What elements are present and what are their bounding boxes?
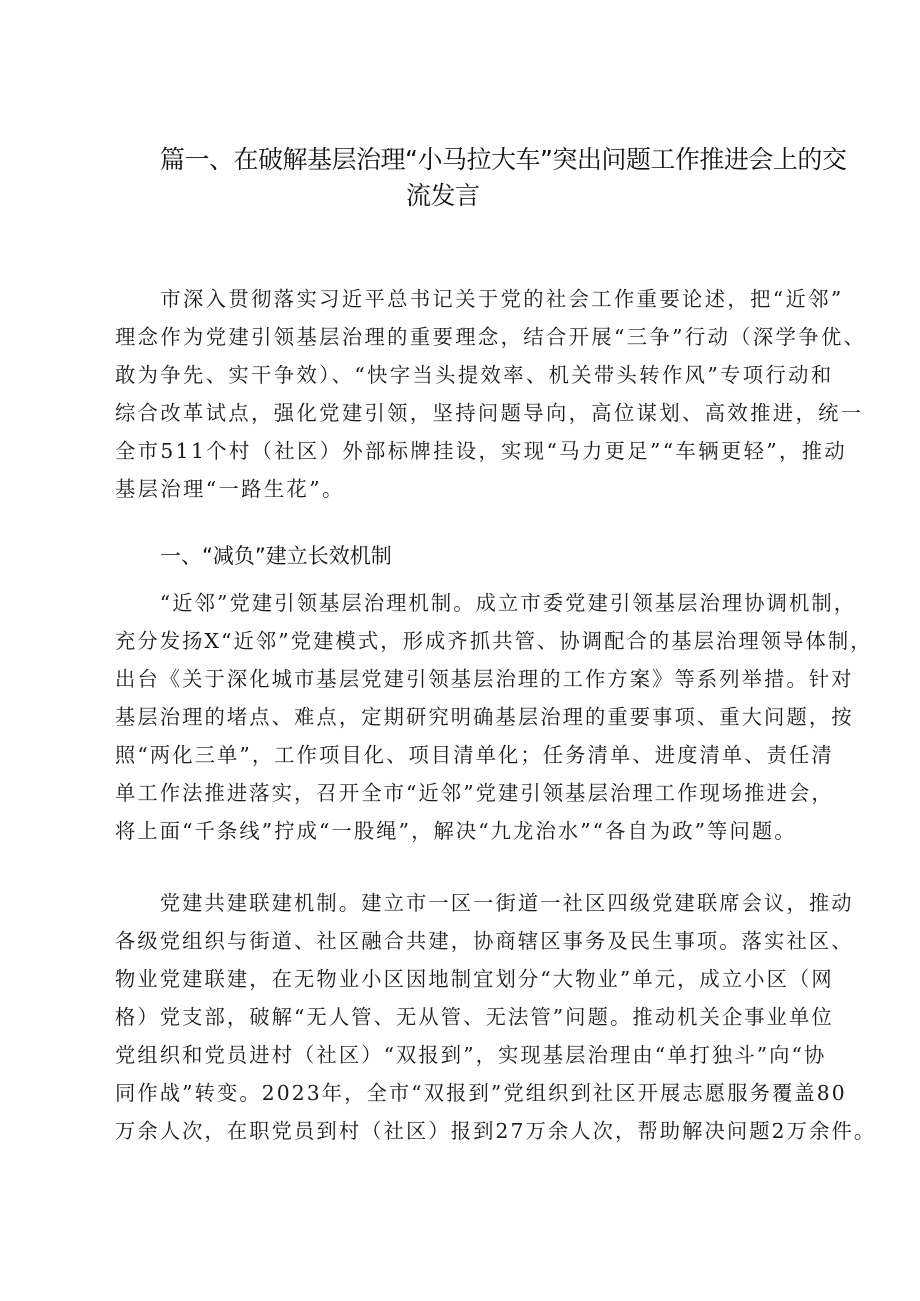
text-line: 出台《关于深化城市基层党建引领基层治理的工作方案》等系列举措。针对 xyxy=(115,667,854,691)
text-line: 敢为争先、实干争效）、“快字当头提效率、机关带头转作风”专项行动和 xyxy=(115,363,834,387)
text-line: 党建共建联建机制。建立市一区一街道一社区四级党建联席会议，推动 xyxy=(115,891,854,915)
text-line: 同作战”转变。2023年，全市“双报到”党组织到社区开展志愿服务覆盖80 xyxy=(115,1081,847,1105)
text-line: 物业党建联建，在无物业小区因地制宜划分“大物业”单元，成立小区（网 xyxy=(115,967,834,991)
paragraph-neighbor-mechanism xyxy=(115,584,873,850)
text-line: 全市511个村（社区）外部标牌挂设，实现“马力更足”“车辆更轻”，推动 xyxy=(115,439,848,463)
text-line: 单工作法推进落实，召开全市“近邻”党建引领基层治理工作现场推进会， xyxy=(115,781,834,805)
text-line: 各级党组织与街道、社区融合共建，协商辖区事务及民生事项。落实社区、 xyxy=(115,929,854,953)
text-line: 将上面“千条线”拧成“一股绳”，解决“九龙治水”“各自为政”等问题。 xyxy=(115,819,797,843)
text-line: 万余人次，在职党员到村（社区）报到27万余人次，帮助解决问题2万余件。 xyxy=(115,1119,877,1143)
text-line: “近邻”党建引领基层治理机制。成立市委党建引领基层治理协调机制， xyxy=(115,591,857,615)
text-line: 照“两化三单”，工作项目化、项目清单化；任务清单、进度清单、责任清 xyxy=(115,743,834,767)
text-line: 理念作为党建引领基层治理的重要理念，结合开展“三争”行动（深学争优、 xyxy=(115,325,867,349)
section-heading: 一、“减负”建立长效机制 xyxy=(160,544,392,568)
text-line: 市深入贯彻落实习近平总书记关于党的社会工作重要论述，把“近邻” xyxy=(115,287,844,311)
text-line: 党组织和党员进村（社区）“双报到”，实现基层治理由“单打独斗”向“协 xyxy=(115,1043,827,1067)
text-line: 基层治理的堵点、难点，定期研究明确基层治理的重要事项、重大问题，按 xyxy=(115,705,854,729)
intro-paragraph xyxy=(115,280,867,508)
title-line-2: 流发言 xyxy=(406,181,480,210)
text-line: 基层治理“一路生花”。 xyxy=(115,477,345,501)
document-title xyxy=(160,142,850,214)
paragraph-joint-building xyxy=(115,884,877,1150)
text-line: 充分发扬X“近邻”党建模式，形成齐抓共管、协调配合的基层治理领导体制， xyxy=(115,629,873,653)
text-line: 格）党支部，破解“无人管、无从管、无法管”问题。推动机关企事业单位 xyxy=(115,1005,834,1029)
title-line-1: 篇一、在破解基层治理“小马拉大车”突出问题工作推进会上的交 xyxy=(160,145,847,174)
text-line: 综合改革试点，强化党建引领，坚持问题导向，高位谋划、高效推进，统一 xyxy=(115,401,864,425)
